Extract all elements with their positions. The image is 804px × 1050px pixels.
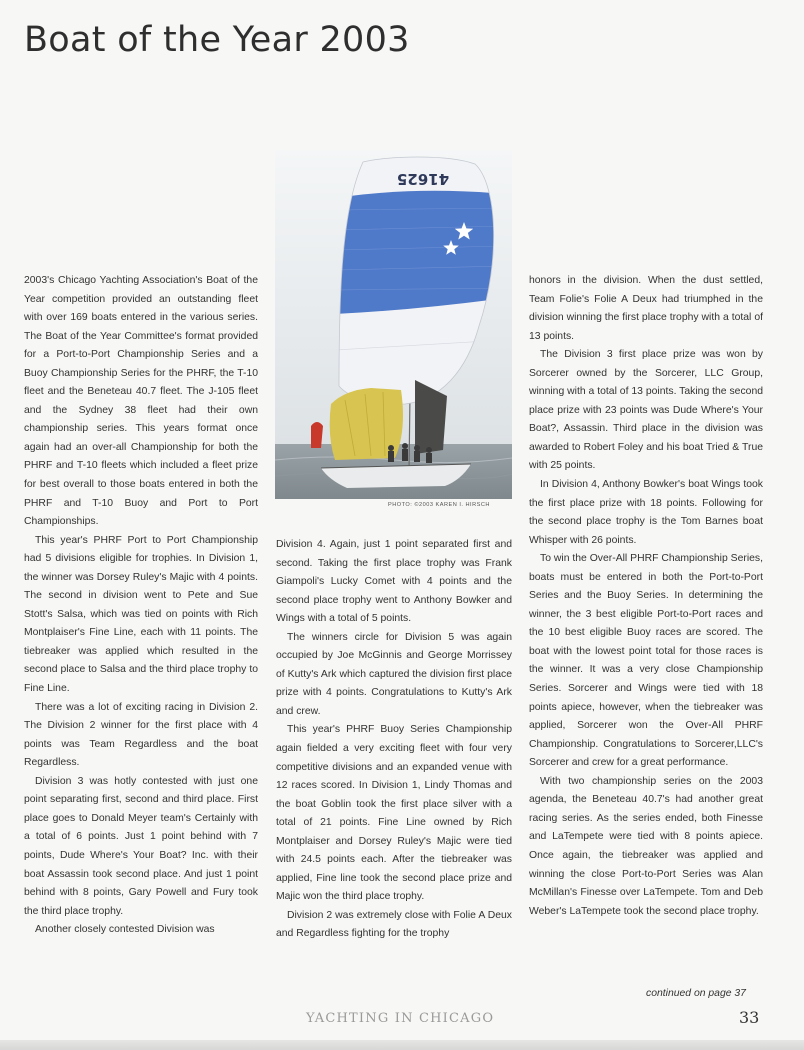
paragraph: Division 3 was hotly contested with just one point separating first, second and third place. First place goes to Donald Meyer team's Certainly with a total of 6 points. Just 1 point behind with 7 points, Dude Where's Your Boat? Inc. with their boat Assassin took second place. And just 1 point behind with 8 points, Gary Powell and Fury took the third place trophy. xyxy=(24,775,258,917)
paragraph: To win the Over-All PHRF Championship Series, boats must be entered in both the Port-to-Port Series and the Buoy Series. In determining the winner, the 3 best eligible Port-to-Port races and the 10 best eligible Buoy races are scored. The boat with the lowest point total for those races is the winner. It was a very close Championship Series. Sorcerer and Wings were tied with 18 points apiece, however, when the tiebreaker was applied, Sorcerer won the Over-All PHRF Championship. Congratulations to Sorcerer,LLC's Sorcerer and crew for a great performance. xyxy=(529,553,763,769)
sail-number: 41625 xyxy=(396,170,450,188)
page-number: 33 xyxy=(739,1008,760,1027)
paragraph: This year's PHRF Port to Port Championship had 5 divisions eligible for trophies. In Division 1, the winner was Dorsey Ruley's Majic with 4 points. The second in division went to Pete and Sue Stott's Salsa, which was tied on points with Rich Montplaiser's Fine Line, each with 11 points. The tiebreaker was applied which resulted in the second place to Salsa and the third place trophy to Fine Line. xyxy=(24,534,258,695)
publication-name: YACHTING IN CHICAGO xyxy=(306,1011,495,1026)
paragraph: The Division 3 first place prize was won by Sorcerer owned by the Sorcerer, LLC Group, winning with a total of 13 points. Taking the second place prize with 23 points was Dude Where's Your Boat?, Assassin. Third place in the division was awarded to Robert Foley and his boat Tried & True with 25 points. xyxy=(529,349,763,472)
photo-credit: PHOTO: ©2003 KAREN I. HIRSCH xyxy=(388,502,490,508)
paragraph: The winners circle for Division 5 was again occupied by Joe McGinnis and George Morrissey of Kutty's Ark which captured the division first place prize with 4 points. Congratulations to Kutty's Ark and crew. xyxy=(276,631,512,717)
article-title: Boat of the Year 2003 xyxy=(24,20,410,60)
paragraph: 2003's Chicago Yachting Association's Boat of the Year competition provided an outstanding fleet with over 169 boats entered in the various series. The Boat of the Year Committee's format provided for a Port-to-Port Championship Series and a Buoy Championship Series for the PHRF, the T-10 fleet and the Beneteau 40.7 fleet. The J-105 fleet and the Sydney 38 fleet had their own championship series. This years format once again had an over-all Championship for both the PHRF and T-10 fleets which included a fleet prize for best overall to those boats entered in both the PHRF and T-10 Buoy and Port to Port Championships. xyxy=(24,275,258,528)
continued-note: continued on page 37 xyxy=(646,988,746,999)
paragraph: Division 4. Again, just 1 point separated first and second. Taking the first place trophy was Frank Giampoli's Lucky Comet with 4 points and the second place trophy went to Anthony Bowker and Wings with a total of 5 points. xyxy=(276,539,512,625)
paragraph: honors in the division. When the dust settled, Team Folie's Folie A Deux had triumphed in the division winning the first place trophy with a total of 13 points. xyxy=(529,275,763,342)
paragraph: There was a lot of exciting racing in Division 2. The Division 2 winner for the first place with 4 points was Team Regardless and the boat Regardless. xyxy=(24,701,258,769)
paragraph: This year's PHRF Buoy Series Championship again fielded a very exciting fleet with four very competitive divisions and an expanded venue with 12 races scored. In Division 1, Lindy Thomas and the boat Goblin took the first place silver with a total of 21 points. Fine Line owned by Rich Montplaiser and Dorsey Ruley's Majic were tied with 24.5 points each. After the tiebreaker was applied, Fine line took the second place prize and Majic won the third place trophy. xyxy=(276,724,512,903)
distant-boat-sail xyxy=(311,422,323,448)
paragraph: Division 2 was extremely close with Folie A Deux and Regardless fighting for the trophy xyxy=(276,909,512,940)
article-column-1 xyxy=(24,272,258,940)
sailboat-photo xyxy=(275,150,512,499)
paragraph: Another closely contested Division was xyxy=(35,924,215,936)
article-column-3 xyxy=(529,272,763,921)
paragraph: In Division 4, Anthony Bowker's boat Wings took the first place prize with 18 points. Following for the second place trophy is the Tom Barnes boat Whisper with 26 points. xyxy=(529,479,763,546)
page-edge xyxy=(0,1040,804,1050)
article-column-2 xyxy=(276,536,512,944)
paragraph: With two championship series on the 2003 agenda, the Beneteau 40.7's had another great racing series. As the series ended, both Finesse and LaTempete were tied with 8 points apiece. Once again, the tiebreaker was applied and winning the close Port-to-Port Series was Alan McMillan's Finesse over LaTempete. Tom and Deb Weber's LaTempete took the second place trophy. xyxy=(529,775,763,917)
